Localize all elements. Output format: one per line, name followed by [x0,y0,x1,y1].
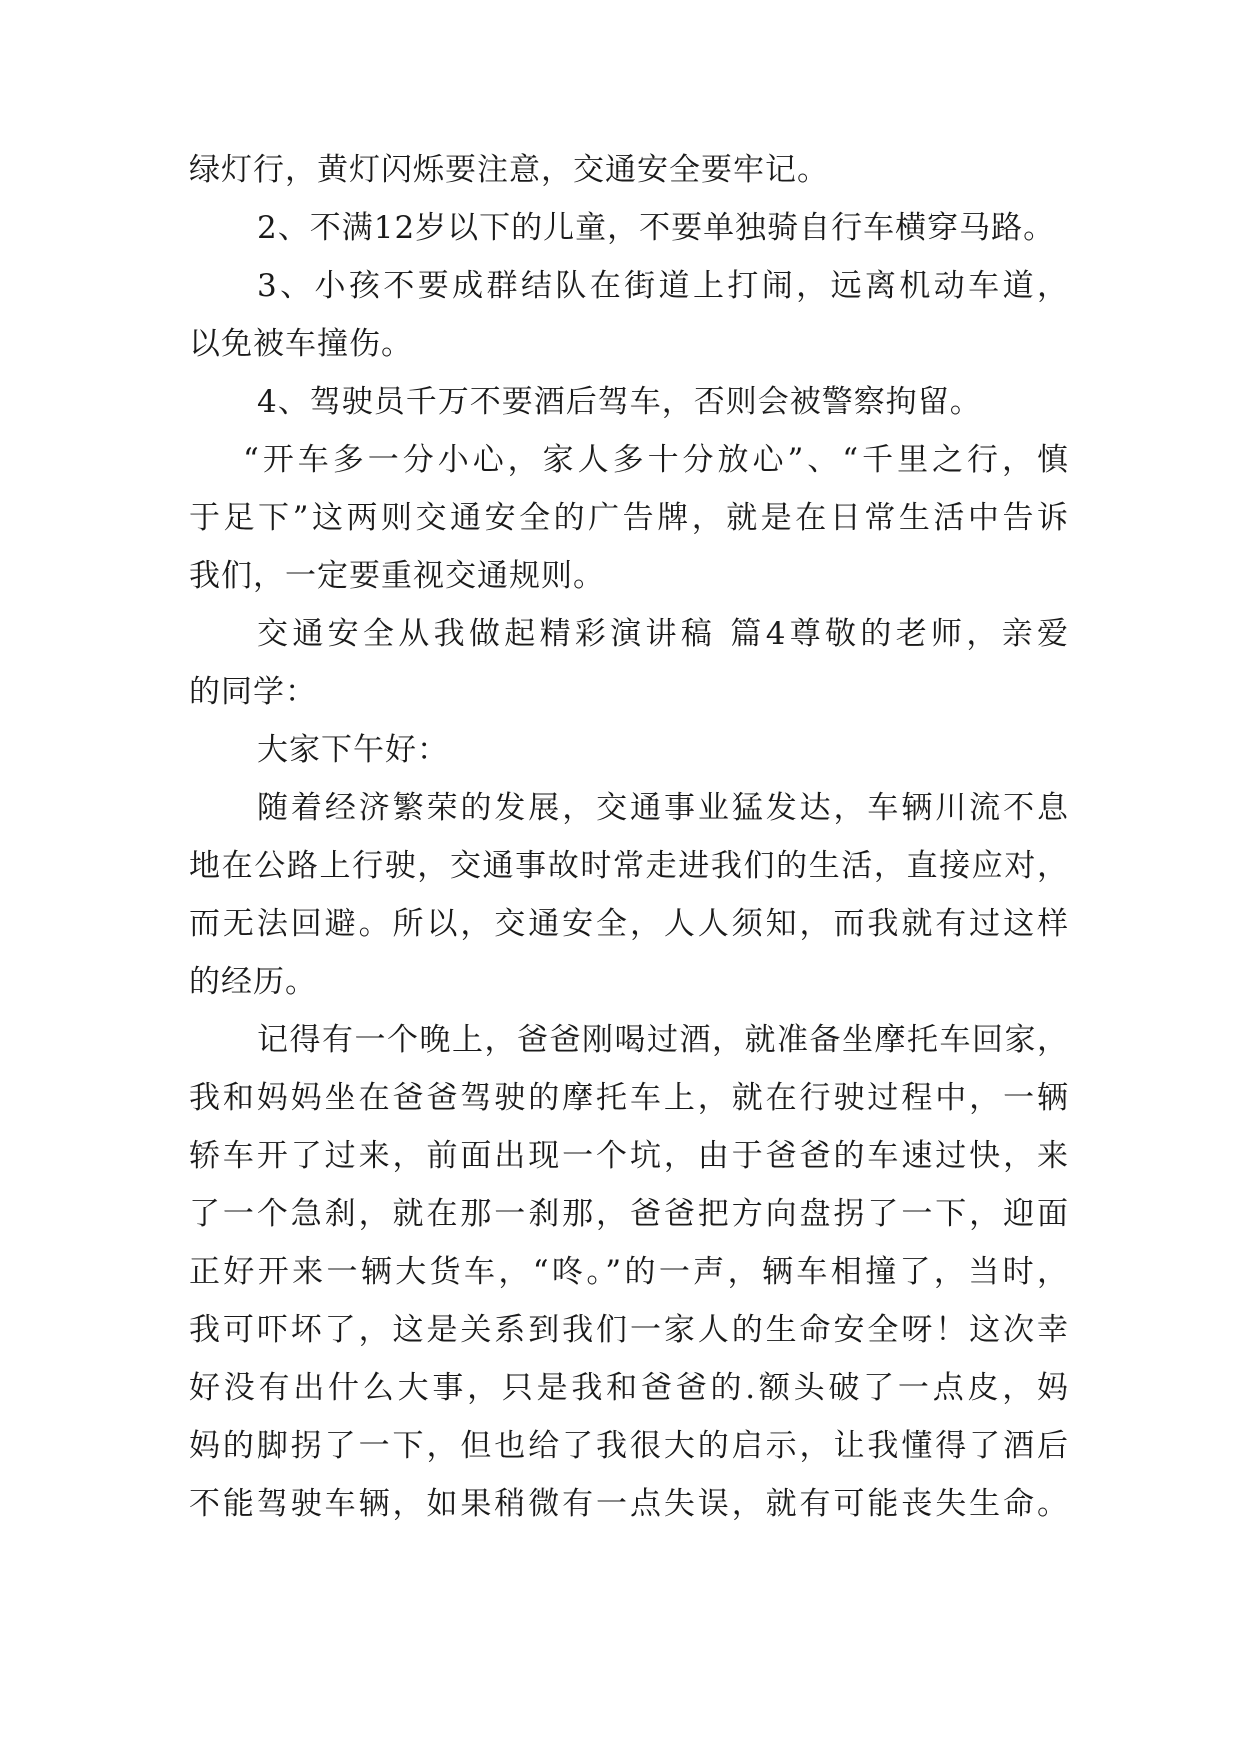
section-heading-line: 交通安全从我做起精彩演讲稿 篇4尊敬的老师，亲爱 [257,616,1069,652]
text-line: 我们，一定要重视交通规则。 [189,558,605,594]
text-line: 好没有出什么大事，只是我和爸爸的.额头破了一点皮，妈 [189,1370,1069,1406]
text-line: 我可吓坏了，这是关系到我们一家人的生命安全呀！这次幸 [189,1312,1069,1348]
text-line: 正好开来一辆大货车，“咚。”的一声，辆车相撞了，当时， [189,1254,1069,1290]
text-line: 轿车开了过来，前面出现一个坑，由于爸爸的车速过快，来 [189,1138,1069,1174]
text-line: 以免被车撞伤。 [189,326,413,362]
text-line: 的同学： [189,674,317,710]
text-line: 于足下”这两则交通安全的广告牌，就是在日常生活中告诉 [189,500,1069,536]
text-line: “开车多一分小心，家人多十分放心”、“千里之行，慎 [243,442,1069,478]
text-line: 3、小孩不要成群结队在街道上打闹，远离机动车道， [257,268,1069,304]
text-line: 不能驾驶车辆，如果稍微有一点失误，就有可能丧失生命。 [189,1486,1069,1522]
text-line: 我和妈妈坐在爸爸驾驶的摩托车上，就在行驶过程中，一辆 [189,1080,1069,1116]
text-line: 绿灯行，黄灯闪烁要注意，交通安全要牢记。 [189,152,829,188]
text-line: 而无法回避。所以，交通安全，人人须知，而我就有过这样 [189,906,1069,942]
text-line: 的经历。 [189,964,317,1000]
text-line: 记得有一个晚上，爸爸刚喝过酒，就准备坐摩托车回家， [257,1022,1069,1058]
text-line: 2、不满12岁以下的儿童，不要单独骑自行车横穿马路。 [257,210,1056,246]
greeting-line: 大家下午好： [257,732,449,768]
text-line: 了一个急刹，就在那一刹那，爸爸把方向盘拐了一下，迎面 [189,1196,1069,1232]
text-line: 妈的脚拐了一下，但也给了我很大的启示，让我懂得了酒后 [189,1428,1069,1464]
text-line: 4、驾驶员千万不要酒后驾车，否则会被警察拘留。 [257,384,982,420]
text-line: 地在公路上行驶，交通事故时常走进我们的生活，直接应对， [189,848,1069,884]
text-line: 随着经济繁荣的发展，交通事业猛发达，车辆川流不息 [257,790,1069,826]
